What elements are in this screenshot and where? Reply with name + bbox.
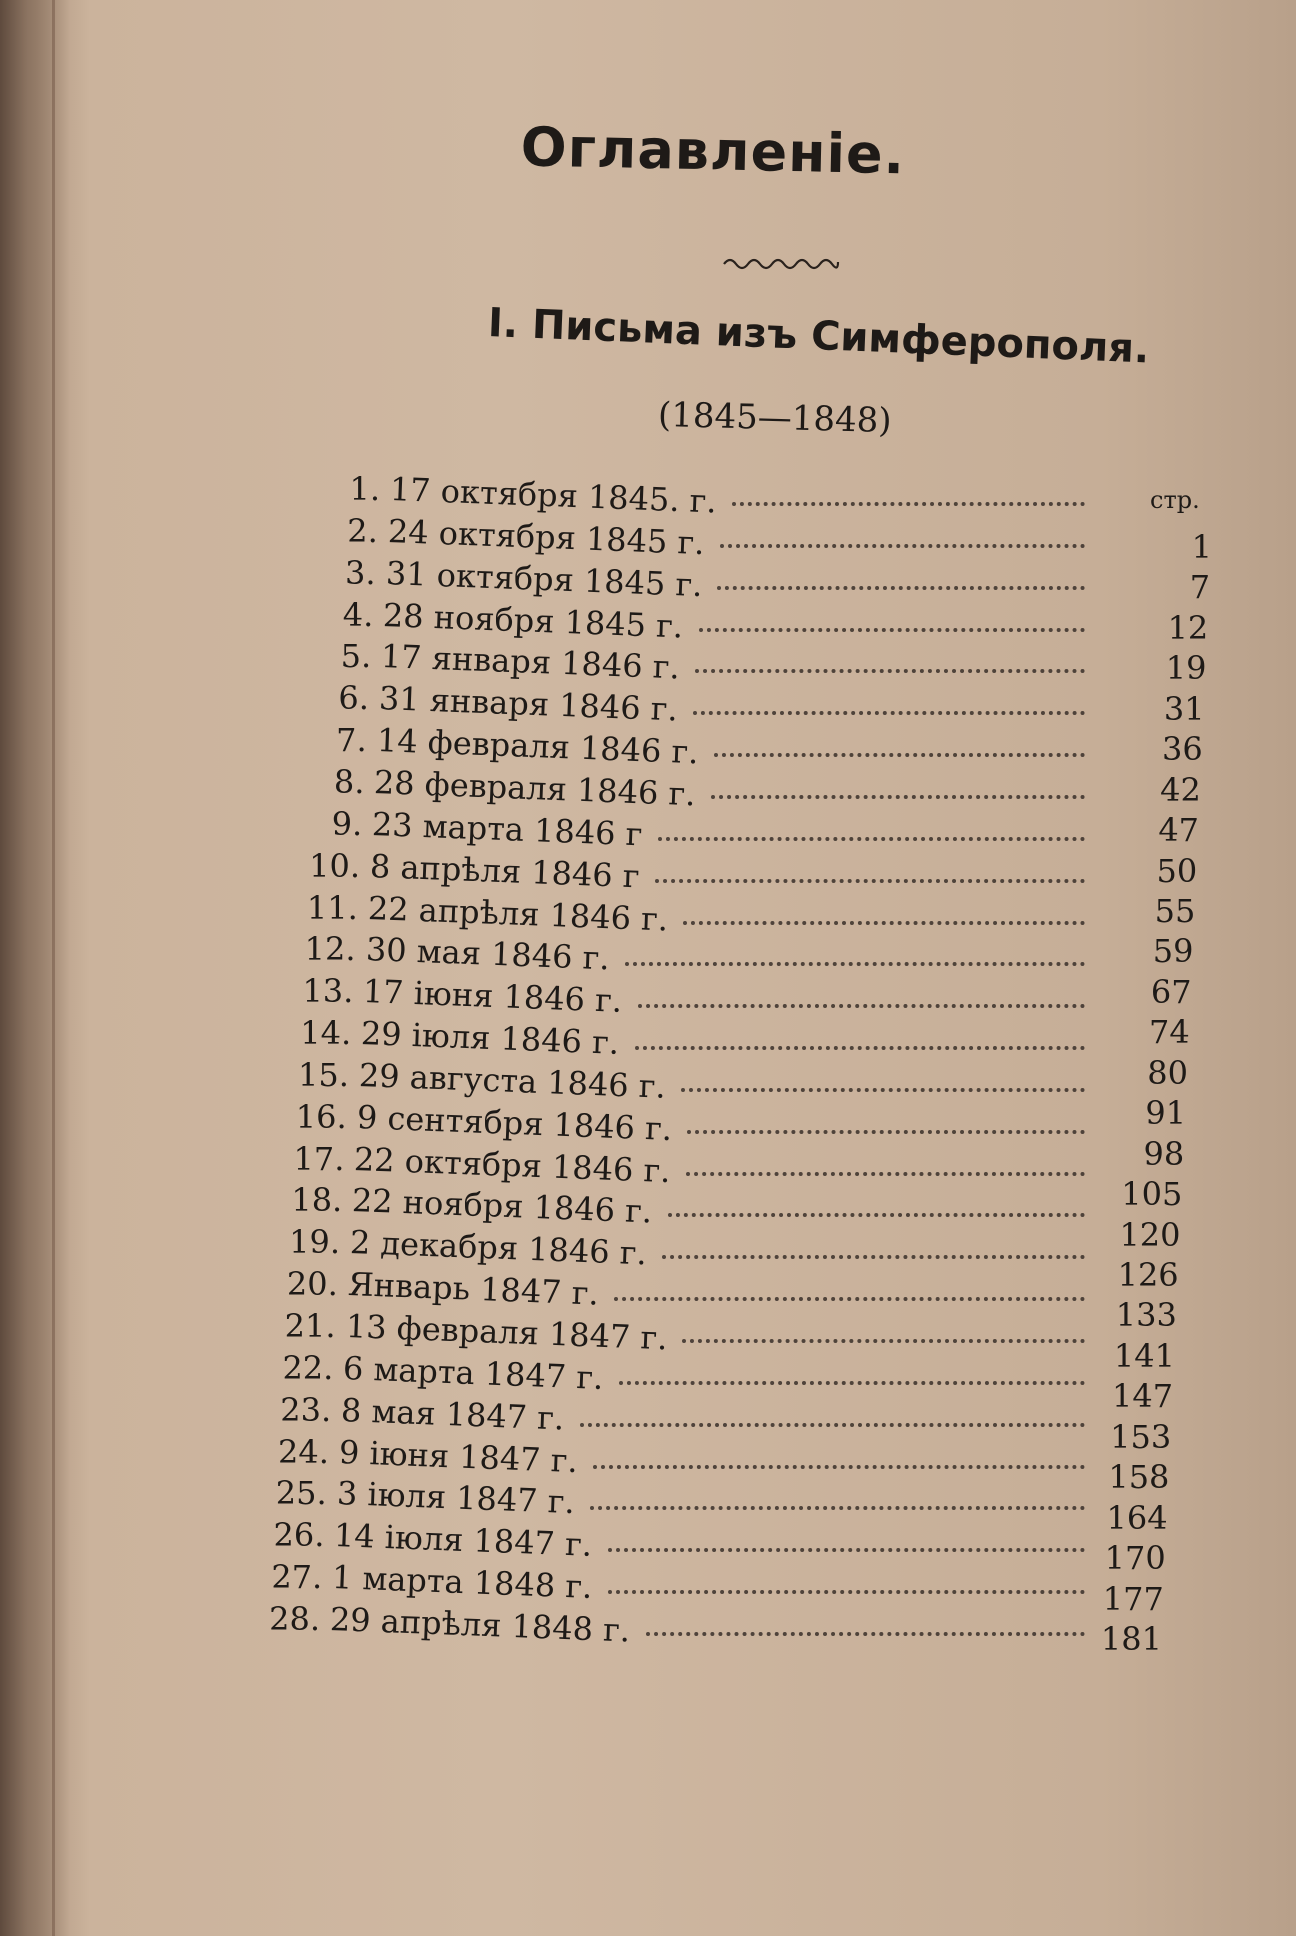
toc-entry-date: 17 января 1846 г. xyxy=(380,637,681,687)
toc-entry-date: 17 іюня 1846 г. xyxy=(362,972,624,1021)
toc-entry-page: 80 xyxy=(1147,1053,1188,1092)
toc-entry-page: 91 xyxy=(1145,1094,1187,1133)
toc-entry-page: 50 xyxy=(1156,851,1198,890)
toc-entry-page: 19 xyxy=(1165,649,1207,688)
toc-entry-number: 23. xyxy=(280,1390,332,1429)
toc-entry-date: 30 мая 1846 г. xyxy=(364,930,610,978)
toc-entry-date: 8 апрѣля 1846 г xyxy=(369,846,641,895)
toc-entry-page: 164 xyxy=(1106,1498,1168,1537)
toc-leader-dots xyxy=(614,1291,1085,1301)
toc-leader-dots xyxy=(635,1040,1085,1050)
toc-entry-date: 31 января 1846 г. xyxy=(378,679,679,729)
toc-leader-dots xyxy=(695,663,1085,673)
toc-entry-number: 18. xyxy=(291,1181,343,1220)
toc-entry-date: 2 декабря 1846 г. xyxy=(349,1223,648,1273)
toc-entry-date: 29 апрѣля 1848 г. xyxy=(329,1600,631,1650)
toc-entry-date: 29 августа 1846 г. xyxy=(358,1055,667,1106)
toc-entry-date: 3 іюля 1847 г. xyxy=(335,1474,576,1522)
toc-entry-number: 19. xyxy=(289,1223,340,1262)
toc-leader-dots xyxy=(590,1500,1085,1510)
toc-entry-number: 6. xyxy=(338,679,369,718)
toc-entry-date: 9 іюня 1847 г. xyxy=(338,1432,579,1480)
toc-leader-dots xyxy=(683,915,1085,925)
toc-entry-number: 9. xyxy=(331,804,363,843)
section-years: (1845—1848) xyxy=(657,394,893,442)
toc-entry-page: 170 xyxy=(1104,1539,1166,1578)
toc-leader-dots xyxy=(580,1417,1085,1427)
toc-leader-dots xyxy=(608,1584,1085,1594)
toc-entry-number: 10. xyxy=(309,846,360,885)
toc-entry-page: 141 xyxy=(1113,1336,1175,1375)
toc-entry-page: 47 xyxy=(1158,811,1200,850)
toc-leader-dots xyxy=(717,580,1085,590)
toc-entry-page: 177 xyxy=(1102,1579,1164,1618)
toc-leader-dots xyxy=(687,1124,1085,1134)
toc-entry-page: 12 xyxy=(1167,608,1209,647)
toc-leader-dots xyxy=(681,1082,1085,1092)
toc-entry-number: 26. xyxy=(273,1516,325,1555)
toc-entry-page: 36 xyxy=(1162,730,1203,769)
toc-entry-page: 147 xyxy=(1112,1377,1174,1416)
toc-leader-dots xyxy=(608,1542,1085,1552)
toc-entry-date: 23 марта 1846 г xyxy=(371,804,644,854)
toc-entry-number: 1. xyxy=(349,470,380,508)
toc-entry-number: 28. xyxy=(269,1600,320,1638)
toc-entry-page: 120 xyxy=(1119,1215,1181,1254)
toc-entry-page: 133 xyxy=(1115,1296,1177,1335)
toc-entry-number: 8. xyxy=(333,762,365,801)
toc-entry-date: 9 сентября 1846 г. xyxy=(355,1097,673,1148)
toc-entry-number: 12. xyxy=(304,930,356,969)
toc-leader-dots xyxy=(686,1166,1085,1176)
toc-leader-dots xyxy=(619,1375,1085,1385)
toc-entry-page: 181 xyxy=(1100,1620,1162,1658)
toc-leader-dots xyxy=(662,1249,1085,1259)
toc-entry-date: 8 мая 1847 г. xyxy=(340,1390,566,1438)
toc-leader-dots xyxy=(711,789,1085,799)
toc-entry-page: 153 xyxy=(1110,1417,1172,1456)
toc-entry-page: 105 xyxy=(1121,1175,1183,1214)
section-title: I. Письма изъ Симферополя. xyxy=(487,300,1151,373)
toc-entry-page: 98 xyxy=(1143,1134,1185,1173)
page-column-label: стр. xyxy=(1150,486,1200,514)
toc-entry-number: 25. xyxy=(275,1474,327,1513)
toc-leader-dots xyxy=(732,496,1085,506)
toc-entry-number: 14. xyxy=(300,1014,352,1053)
toc-leader-dots xyxy=(658,831,1085,841)
toc-entry-date: 14 февраля 1846 г. xyxy=(375,721,699,772)
toc-entry-number: 13. xyxy=(302,972,354,1011)
toc-entry-number: 16. xyxy=(295,1097,347,1136)
toc-entry-number: 11. xyxy=(306,888,358,927)
toc-entry-number: 5. xyxy=(340,637,372,676)
toc-leader-dots xyxy=(668,1207,1085,1217)
toc-entry-number: 24. xyxy=(277,1432,329,1471)
toc-leader-dots xyxy=(625,956,1085,966)
toc-leader-dots xyxy=(646,1626,1085,1636)
toc-entry-number: 3. xyxy=(345,553,376,592)
toc-entry-date: 28 ноября 1845 г. xyxy=(382,595,685,646)
toc-leader-dots xyxy=(638,998,1085,1008)
toc-entry-date: 17 октября 1845. г. xyxy=(389,470,718,521)
toc-leader-dots xyxy=(693,705,1085,715)
toc-entry-number: 7. xyxy=(336,721,367,760)
toc-entry-page: 158 xyxy=(1108,1458,1170,1497)
toc-leader-dots xyxy=(655,873,1085,883)
toc-entry-number: 15. xyxy=(297,1055,349,1094)
toc-entry-date: 29 іюля 1846 г. xyxy=(360,1014,620,1062)
toc-entry-date: 22 октября 1846 г. xyxy=(353,1139,672,1190)
toc-entry-number: 22. xyxy=(282,1348,334,1387)
toc-entry-page: 59 xyxy=(1152,932,1194,971)
toc-entry-date: 24 октября 1845 г. xyxy=(387,511,705,562)
toc-entry-date: 6 марта 1847 г. xyxy=(342,1348,605,1397)
toc-entry-page: 31 xyxy=(1163,689,1205,728)
toc-leader-dots xyxy=(682,1333,1085,1343)
toc-leader-dots xyxy=(593,1459,1085,1469)
toc-entry-page: 1 xyxy=(1191,528,1212,566)
toc-entry-date: 22 ноября 1846 г. xyxy=(351,1181,654,1231)
toc-entry-number: 17. xyxy=(293,1139,345,1178)
toc-entry-page: 42 xyxy=(1160,770,1201,809)
toc-entry-date: 14 іюля 1847 г. xyxy=(333,1516,594,1565)
toc-leader-dots xyxy=(699,622,1085,632)
toc-entry-page: 67 xyxy=(1150,972,1192,1011)
toc-entry-date: Январь 1847 г. xyxy=(347,1265,600,1313)
toc-entry-page: 55 xyxy=(1154,892,1196,930)
toc-entry-date: 31 октября 1845 г. xyxy=(384,553,703,604)
toc-entry-date: 22 апрѣля 1846 г. xyxy=(367,888,669,939)
toc-entry-number: 20. xyxy=(286,1265,338,1304)
toc-entry-number: 27. xyxy=(271,1558,323,1597)
toc-entry-page: 74 xyxy=(1149,1013,1190,1052)
toc-entry-date: 13 февраля 1847 г. xyxy=(344,1307,668,1358)
toc-leader-dots xyxy=(714,747,1085,757)
toc-entry-page: 7 xyxy=(1189,568,1211,607)
toc-entry-page: 126 xyxy=(1117,1256,1179,1294)
toc-entry-number: 2. xyxy=(347,511,378,550)
toc-entry-number: 4. xyxy=(342,595,374,634)
toc-leader-dots xyxy=(720,538,1085,548)
page-title: Оглавленіе. xyxy=(520,115,906,187)
toc-entry-date: 28 февраля 1846 г. xyxy=(373,762,697,814)
toc-entry-date: 1 марта 1848 г. xyxy=(331,1558,594,1607)
toc-entry-number: 21. xyxy=(284,1307,336,1346)
